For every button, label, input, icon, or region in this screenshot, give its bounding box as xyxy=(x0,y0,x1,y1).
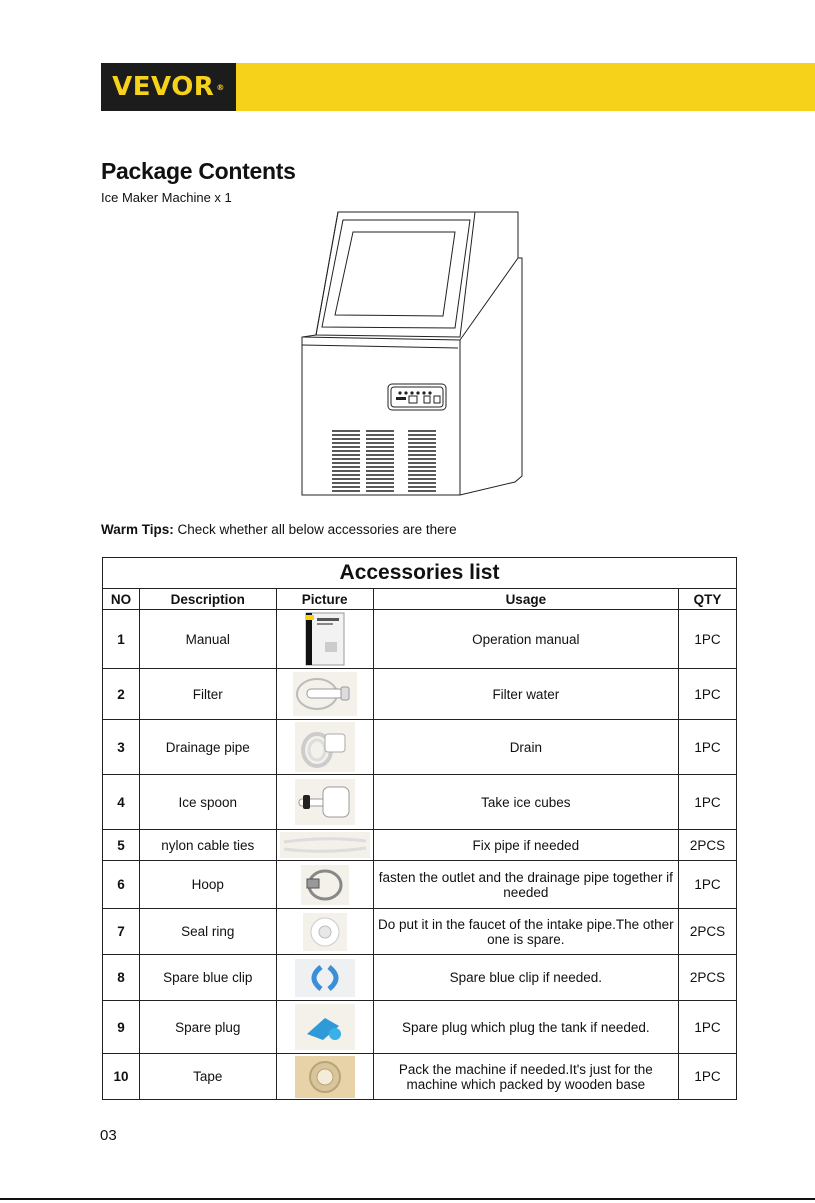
warm-tips-text: Check whether all below accessories are there xyxy=(173,522,457,537)
table-row xyxy=(103,775,737,830)
row-no: 10 xyxy=(103,1054,140,1100)
row-no: 3 xyxy=(103,720,140,775)
warm-tips xyxy=(101,522,457,537)
row-picture xyxy=(276,610,373,669)
row-no: 8 xyxy=(103,955,140,1001)
row-usage: Take ice cubes xyxy=(373,775,679,830)
row-qty: 2PCS xyxy=(679,909,737,955)
table-row xyxy=(103,1001,737,1054)
logo-text: VEVOR xyxy=(112,72,215,102)
table-row xyxy=(103,909,737,955)
row-picture xyxy=(276,669,373,720)
ice-scoop-icon xyxy=(295,779,355,825)
row-usage: Spare blue clip if needed. xyxy=(373,955,679,1001)
manual-booklet-icon xyxy=(305,612,345,666)
row-no: 7 xyxy=(103,909,140,955)
row-qty: 1PC xyxy=(679,669,737,720)
row-picture xyxy=(276,861,373,909)
row-no: 5 xyxy=(103,830,140,861)
row-usage: fasten the outlet and the drainage pipe together if needed xyxy=(373,861,679,909)
table-row xyxy=(103,830,737,861)
cable-ties-icon xyxy=(280,832,370,858)
drainage-pipe-icon xyxy=(295,722,355,772)
page-title: Package Contents xyxy=(101,158,296,184)
row-qty: 1PC xyxy=(679,610,737,669)
row-description: Spare plug xyxy=(139,1001,276,1054)
vevor-logo xyxy=(101,63,236,111)
bottom-rule xyxy=(0,1198,815,1200)
table-row xyxy=(103,669,737,720)
row-description: nylon cable ties xyxy=(139,830,276,861)
header-no: NO xyxy=(103,589,140,610)
water-filter-icon xyxy=(293,672,357,716)
row-picture xyxy=(276,830,373,861)
table-row xyxy=(103,1054,737,1100)
row-description: Ice spoon xyxy=(139,775,276,830)
table-row xyxy=(103,955,737,1001)
row-picture xyxy=(276,775,373,830)
row-description: Tape xyxy=(139,1054,276,1100)
row-no: 9 xyxy=(103,1001,140,1054)
row-description: Manual xyxy=(139,610,276,669)
row-description: Spare blue clip xyxy=(139,955,276,1001)
spare-plug-icon xyxy=(295,1004,355,1050)
row-usage: Pack the machine if needed.It's just for the machine which packed by wooden base xyxy=(373,1054,679,1100)
row-usage: Do put it in the faucet of the intake pipe.The other one is spare. xyxy=(373,909,679,955)
row-picture xyxy=(276,955,373,1001)
hose-clamp-icon xyxy=(301,865,349,905)
row-qty: 1PC xyxy=(679,775,737,830)
row-usage: Spare plug which plug the tank if needed. xyxy=(373,1001,679,1054)
row-picture xyxy=(276,720,373,775)
row-usage: Drain xyxy=(373,720,679,775)
row-qty: 1PC xyxy=(679,720,737,775)
trademark-symbol: ® xyxy=(216,82,225,92)
warm-tips-label: Warm Tips: xyxy=(101,522,174,537)
header-description: Description xyxy=(139,589,276,610)
row-description: Filter xyxy=(139,669,276,720)
table-row xyxy=(103,720,737,775)
blue-clips-icon xyxy=(295,959,355,997)
row-no: 2 xyxy=(103,669,140,720)
table-row xyxy=(103,610,737,669)
row-description: Hoop xyxy=(139,861,276,909)
row-no: 4 xyxy=(103,775,140,830)
row-qty: 2PCS xyxy=(679,830,737,861)
row-description: Seal ring xyxy=(139,909,276,955)
accessories-caption: Accessories list xyxy=(103,558,737,589)
row-no: 1 xyxy=(103,610,140,669)
header-picture: Picture xyxy=(276,589,373,610)
ice-maker-machine-illustration xyxy=(300,210,525,510)
header-usage: Usage xyxy=(373,589,679,610)
accessories-table xyxy=(102,557,737,1100)
row-usage: Operation manual xyxy=(373,610,679,669)
row-picture xyxy=(276,909,373,955)
row-qty: 1PC xyxy=(679,1054,737,1100)
row-usage: Filter water xyxy=(373,669,679,720)
seal-ring-icon xyxy=(303,913,347,951)
header-qty: QTY xyxy=(679,589,737,610)
row-qty: 1PC xyxy=(679,861,737,909)
table-row xyxy=(103,861,737,909)
row-no: 6 xyxy=(103,861,140,909)
row-qty: 1PC xyxy=(679,1001,737,1054)
row-qty: 2PCS xyxy=(679,955,737,1001)
row-usage: Fix pipe if needed xyxy=(373,830,679,861)
page-number: 03 xyxy=(100,1127,117,1144)
row-picture xyxy=(276,1001,373,1054)
tape-roll-icon xyxy=(295,1056,355,1098)
row-description: Drainage pipe xyxy=(139,720,276,775)
page-subtitle: Ice Maker Machine x 1 xyxy=(101,190,232,205)
row-picture xyxy=(276,1054,373,1100)
